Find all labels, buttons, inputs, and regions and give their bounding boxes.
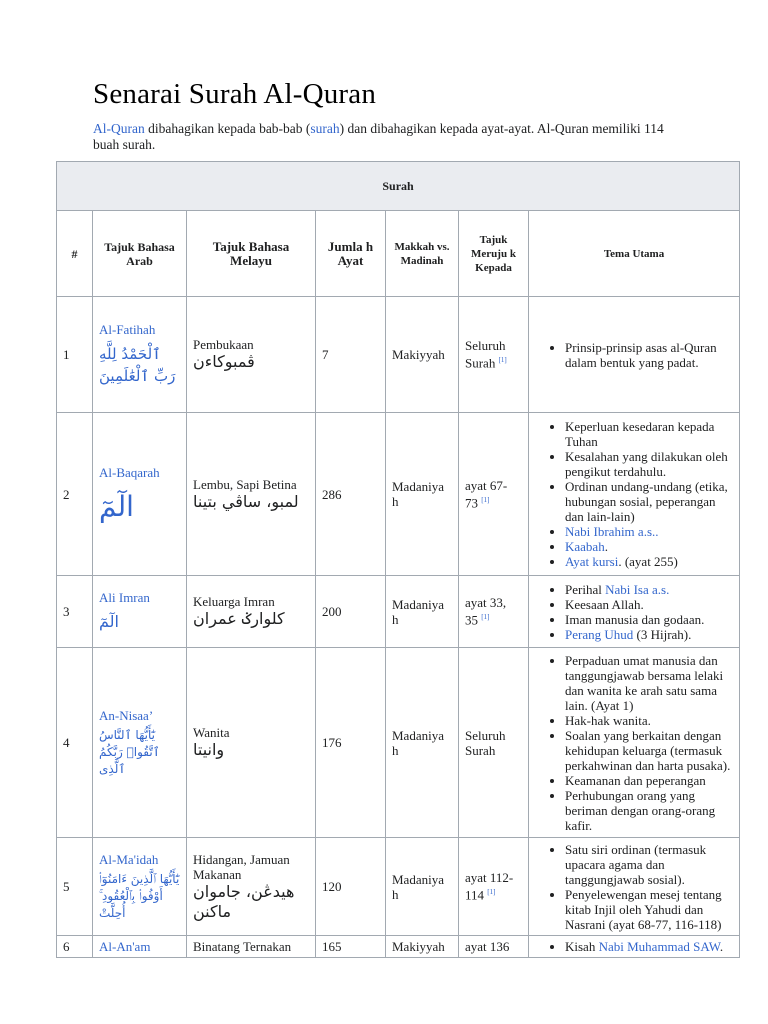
theme-item: [565, 788, 733, 833]
header-makkah-madinah: Makkah vs. Madinah: [386, 211, 459, 297]
jawi-title: كلوارݢ عمران: [193, 609, 285, 628]
surah-link[interactable]: surah: [310, 121, 340, 136]
theme-list: [535, 340, 733, 370]
intro-text-2: ) dan dibahagikan kepada ayat-ayat. Al-Quran memiliki 114 buah surah.: [93, 121, 664, 152]
theme-text: Iman manusia dan godaan.: [565, 611, 705, 627]
surah-table: [56, 161, 740, 958]
main-theme-cell: [529, 936, 740, 958]
refers-to-text: ayat 112- 114: [465, 870, 514, 903]
theme-item: [565, 939, 733, 954]
malay-title: Lembu, Sapi Betina: [193, 476, 297, 492]
malay-title: Keluarga Imran: [193, 594, 275, 609]
table-row: [57, 297, 740, 413]
header-malay-title: Tajuk Bahasa Melayu: [187, 211, 316, 297]
jawi-title: ڤمبوكاءن: [193, 352, 255, 371]
verse-count: 200: [316, 576, 386, 648]
arabic-text: يَٰٓأَيُّهَا ٱلنَّاسُ ٱتَّقُوا۟ رَبَّكُمُ ٱلَّذِى: [99, 727, 160, 776]
theme-list: [535, 653, 733, 833]
header-verse-count: Jumla h Ayat: [316, 211, 386, 297]
verse-count: 176: [316, 648, 386, 838]
arabic-title-cell: [93, 413, 187, 576]
intro-paragraph: [93, 121, 693, 153]
theme-text: Ordinan undang-undang (etika, hubungan sosial, peperangan dan lain-lain): [565, 479, 728, 524]
surah-name-link[interactable]: An-Nisaa’: [99, 707, 154, 723]
table-row: [57, 413, 740, 576]
theme-link[interactable]: Nabi Ibrahim a.s..: [565, 524, 659, 539]
verse-count: 120: [316, 838, 386, 936]
theme-text: Perihal: [565, 581, 606, 597]
theme-item: [565, 653, 733, 713]
theme-text-suffix: (3 Hijrah).: [633, 626, 692, 642]
theme-item: [565, 728, 733, 773]
theme-text: Perhubungan orang yang beriman dengan orang-orang kafir.: [565, 787, 716, 833]
theme-list: [535, 842, 733, 932]
theme-item: [565, 340, 733, 370]
main-theme-cell: [529, 413, 740, 576]
surah-name-link[interactable]: Ali Imran: [99, 590, 150, 605]
table-row: [57, 576, 740, 648]
header-number: #: [57, 211, 93, 297]
row-number: 5: [57, 838, 93, 936]
malay-title-cell: [187, 576, 316, 648]
refers-to-cell: [459, 413, 529, 576]
theme-item: [565, 713, 733, 728]
theme-text: Hak-hak wanita.: [565, 712, 651, 728]
theme-item: [565, 627, 733, 642]
refers-to-text: ayat 33, 35: [465, 595, 507, 628]
theme-link[interactable]: Nabi Muhammad SAW: [598, 939, 720, 954]
theme-item: [565, 842, 733, 887]
surah-name-link[interactable]: Al-Ma'idah: [99, 851, 159, 867]
theme-text-suffix: .: [604, 539, 608, 554]
arabic-title-cell: [93, 648, 187, 838]
refers-to-text: ayat 67- 73: [465, 477, 508, 511]
table-row: [57, 838, 740, 936]
row-number: 6: [57, 936, 93, 958]
reference-link[interactable]: [1]: [481, 613, 490, 622]
arabic-title-cell: [93, 576, 187, 648]
header-arabic-title: Tajuk Bahasa Arab: [93, 211, 187, 297]
malay-title: Wanita: [193, 725, 230, 740]
revelation-place: Madaniya h: [386, 648, 459, 838]
malay-title-cell: [187, 936, 316, 958]
main-theme-cell: [529, 838, 740, 936]
theme-item: [565, 554, 733, 569]
malay-title: Hidangan, Jamuan Makanan: [193, 851, 290, 882]
theme-item: [565, 887, 733, 932]
refers-to-text: Seluruh Surah: [465, 338, 506, 371]
verse-count: 7: [316, 297, 386, 413]
arabic-text: الٓمٓ: [99, 612, 119, 631]
theme-item: [565, 612, 733, 627]
page-title: Senarai Surah Al-Quran: [93, 78, 377, 110]
theme-item: [565, 773, 733, 788]
malay-title-cell: [187, 413, 316, 576]
refers-to-cell: [459, 838, 529, 936]
theme-item: [565, 539, 733, 554]
main-theme-cell: [529, 576, 740, 648]
row-number: 1: [57, 297, 93, 413]
refers-to-text: ayat 136: [465, 939, 510, 954]
jawi-title: وانيتا: [193, 740, 225, 759]
theme-link[interactable]: Nabi Isa a.s.: [605, 581, 670, 597]
main-theme-cell: [529, 297, 740, 413]
surah-name-link[interactable]: Al-Fatihah: [99, 322, 156, 337]
refers-to-text: Seluruh Surah: [465, 727, 506, 758]
malay-title: Binatang Ternakan: [193, 939, 292, 954]
verse-count: 286: [316, 413, 386, 576]
arabic-text: يَٰٓأَيُّهَا ٱلَّذِينَ ءَامَنُوٓا۟ أَوْفُوا۟ بِٱلْعُقُودِ ۚ أُحِلَّتْ: [99, 871, 180, 920]
reference-link[interactable]: [1]: [487, 888, 496, 897]
theme-item: [565, 419, 733, 449]
refers-to-cell: [459, 297, 529, 413]
theme-item: [565, 449, 733, 479]
theme-text: Perpaduan umat manusia dan tanggungjawab bersama lelaki dan wanita ke arah satu sama lain. (Ayat 1): [565, 652, 724, 713]
malay-title: Pembukaan: [193, 337, 254, 352]
malay-title-cell: [187, 648, 316, 838]
table-body: [57, 297, 740, 958]
theme-text-suffix: .: [719, 939, 724, 954]
header-refers-to: Tajuk Meruju k Kepada: [459, 211, 529, 297]
theme-item: [565, 597, 733, 612]
jawi-title: هيدڠن، جاموان ماكنن: [193, 881, 295, 921]
refers-to-cell: [459, 648, 529, 838]
malay-title-cell: [187, 838, 316, 936]
refers-to-cell: [459, 936, 529, 958]
arabic-text: ٱلْحَمْدُ لِلَّهِ رَبِّ ٱلْعَٰلَمِينَ: [99, 345, 176, 385]
theme-list: [535, 939, 733, 954]
theme-link[interactable]: Ayat kursi: [565, 554, 619, 569]
verse-count: 165: [316, 936, 386, 958]
arabic-title-cell: [93, 936, 187, 958]
revelation-place: Makiyyah: [386, 297, 459, 413]
main-theme-cell: [529, 648, 740, 838]
theme-list: [535, 582, 733, 642]
theme-link[interactable]: Perang Uhud: [565, 626, 634, 642]
revelation-place: Madaniya h: [386, 413, 459, 576]
arabic-text: الٓمٓ: [99, 489, 134, 523]
row-number: 2: [57, 413, 93, 576]
theme-link[interactable]: Kaabah: [565, 539, 605, 554]
theme-text: Keperluan kesedaran kepada Tuhan: [565, 419, 715, 449]
refers-to-cell: [459, 576, 529, 648]
theme-text: Kesalahan yang dilakukan oleh pengikut terdahulu.: [565, 449, 728, 479]
surah-name-link[interactable]: Al-An'am: [99, 939, 151, 954]
row-number: 4: [57, 648, 93, 838]
revelation-place: Madaniya h: [386, 576, 459, 648]
table-row: [57, 936, 740, 958]
theme-list: [535, 419, 733, 569]
theme-text: Prinsip-prinsip asas al-Quran dalam bentuk yang padat.: [565, 339, 717, 370]
theme-text: Keesaan Allah.: [565, 596, 644, 612]
reference-link[interactable]: [1]: [498, 356, 507, 365]
intro-text-1: dibahagikan kepada bab-bab (: [144, 121, 311, 136]
header-main-theme: Tema Utama: [529, 211, 740, 297]
row-number: 3: [57, 576, 93, 648]
theme-item: [565, 524, 733, 539]
reference-link[interactable]: [1]: [481, 495, 490, 504]
revelation-place: Madaniya h: [386, 838, 459, 936]
arabic-title-cell: [93, 838, 187, 936]
theme-text: Penyelewengan mesej tentang kitab Injil oleh Yahudi dan Nasrani (ayat 68-77, 116-118): [565, 886, 722, 932]
table-caption: Surah: [57, 162, 740, 211]
theme-text: Satu siri ordinan (termasuk upacara agama dan tanggungjawab sosial).: [565, 841, 707, 887]
table-row: [57, 648, 740, 838]
theme-item: [565, 479, 733, 524]
arabic-title-cell: [93, 297, 187, 413]
surah-name-link[interactable]: Al-Baqarah: [99, 464, 160, 480]
revelation-place: Makiyyah: [386, 936, 459, 958]
theme-text: Keamanan dan peperangan: [565, 772, 706, 788]
theme-text-suffix: . (ayat 255): [618, 554, 678, 569]
theme-item: [565, 582, 733, 597]
theme-text: Kisah: [565, 939, 599, 954]
jawi-title: لمبو، ساڤي بتينا: [193, 491, 299, 511]
theme-text: Soalan yang berkaitan dengan kehidupan keluarga (termasuk perkahwinan dan harta pusaka).: [565, 727, 731, 773]
al-quran-link[interactable]: Al-Quran: [93, 121, 145, 136]
malay-title-cell: [187, 297, 316, 413]
